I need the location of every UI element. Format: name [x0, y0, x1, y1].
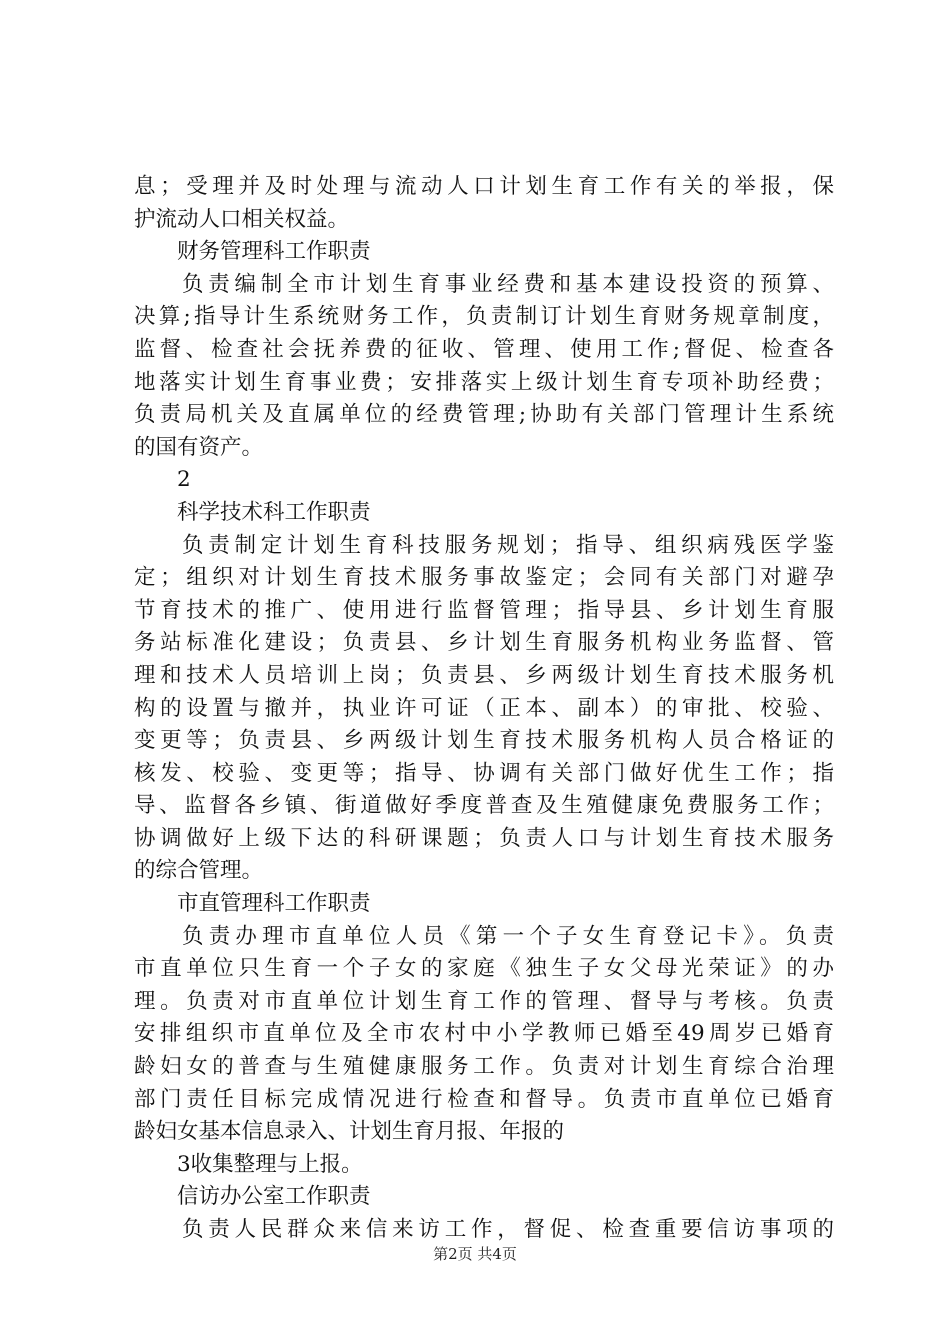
page-indicator: 第2页 共4页 [433, 1245, 517, 1263]
text-line: 龄妇女基本信息录入、计划生育月报、年报的 [134, 1119, 565, 1145]
text-line: 导、监督各乡镇、街道做好季度普查及生殖健康免费服务工作； [134, 793, 834, 819]
section-heading: 科学技术科工作职责 [177, 499, 371, 525]
section-heading: 信访办公室工作职责 [177, 1184, 371, 1210]
text-line: 务站标准化建设；负责县、乡计划生育服务机构业务监督、管 [134, 630, 834, 656]
text-line: 龄妇女的普查与生殖健康服务工作。负责对计划生育综合治理 [134, 1054, 834, 1080]
text-line: 监督、检查社会抚养费的征收、管理、使用工作;督促、检查各 [134, 336, 834, 362]
text-line: 的综合管理。 [134, 858, 264, 884]
text-line: 负责制定计划生育科技服务规划；指导、组织病残医学鉴 [182, 532, 834, 558]
page-footer [0, 1244, 950, 1264]
section-heading: 市直管理科工作职责 [177, 891, 371, 917]
text-line: 息；受理并及时处理与流动人口计划生育工作有关的举报，保 [134, 174, 834, 199]
text-line: 协调做好上级下达的科研课题；负责人口与计划生育技术服务 [134, 825, 834, 851]
text-line: 构的设置与撤并，执业许可证（正本、副本）的审批、校验、 [134, 695, 834, 721]
text-line: 负责人民群众来信来访工作，督促、检查重要信访事项的 [182, 1217, 834, 1242]
text-line: 理。负责对市直单位计划生育工作的管理、督导与考核。负责 [134, 988, 834, 1014]
text-line: 市直单位只生育一个子女的家庭《独生子女父母光荣证》的办 [134, 956, 834, 982]
text-line: 的国有资产。 [134, 434, 264, 460]
text-line: 节育技术的推广、使用进行监督管理；指导县、乡计划生育服 [134, 597, 834, 623]
text-line: 3收集整理与上报。 [177, 1151, 363, 1177]
text-line: 地落实计划生育事业费；安排落实上级计划生育专项补助经费； [134, 369, 834, 395]
text-line: 负责局机关及直属单位的经费管理;协助有关部门管理计生系统 [134, 402, 834, 428]
text-line: 部门责任目标完成情况进行检查和督导。负责市直单位已婚育 [134, 1086, 834, 1112]
text-line: 决算;指导计生系统财务工作，负责制订计划生育财务规章制度， [134, 304, 834, 330]
document-body [134, 171, 834, 1247]
text-line: 定；组织对计划生育技术服务事故鉴定；会同有关部门对避孕 [134, 565, 834, 591]
page-number-inline: 2 [177, 467, 191, 493]
text-line: 核发、校验、变更等；指导、协调有关部门做好优生工作；指 [134, 760, 834, 786]
text-line: 变更等；负责县、乡两级计划生育技术服务机构人员合格证的 [134, 728, 834, 754]
text-line: 理和技术人员培训上岗；负责县、乡两级计划生育技术服务机 [134, 662, 834, 688]
text-line: 安排组织市直单位及全市农村中小学教师已婚至49周岁已婚育 [134, 1021, 834, 1047]
text-line: 护流动人口相关权益。 [134, 206, 350, 232]
text-line: 负责编制全市计划生育事业经费和基本建设投资的预算、 [182, 271, 834, 297]
text-line: 负责办理市直单位人员《第一个子女生育登记卡》。负责 [182, 923, 834, 949]
section-heading: 财务管理科工作职责 [177, 239, 371, 265]
